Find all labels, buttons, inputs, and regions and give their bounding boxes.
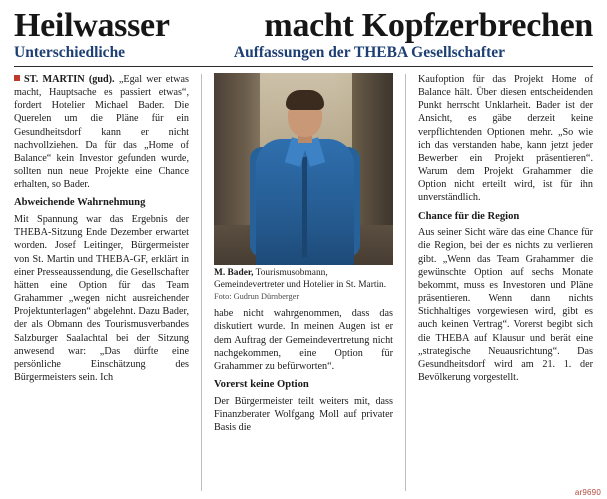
subheadline-left: Unterschiedliche <box>14 44 126 62</box>
section-heading-vorerst-keine-option: Vorerst keine Option <box>214 379 309 391</box>
headline-right: macht Kopfzerbrechen <box>264 7 593 44</box>
section-heading-abweichende-wahrnehmung: Abweichende Wahrnehmung <box>14 197 146 209</box>
left-paragraph-1: Mit Spannung war das Ergebnis der THEBA-Sitzung Ende Dezember erwartet worden. Josef Leitinger, Bürgermeister von St. Martin und THEBA-GF, erklärt in einer Presseaussendung, die Gesellschafter hätten eine Option für das Team Grahammer „wegen nicht ausreichender Projektunterlagen“ abgelehnt. Dazu Bader, der als Obmann des Tourismusverbandes Salzburger Saalachtal bei der Sitzung anwesend war: „Das dürfte eine persönliche Einschätzung des Bürgermeisters sein. Ich <box>14 214 190 383</box>
middle-paragraph-2: Der Bürgermeister teilt weiters mit, dass Finanzberater Wolfgang Moll auf privater Basis die <box>214 395 393 434</box>
article-columns <box>14 73 593 491</box>
column-divider-2 <box>405 74 406 491</box>
photo-caption <box>214 267 393 303</box>
photo-caption-name: M. Bader, <box>214 268 254 279</box>
lead-paragraph <box>14 73 189 191</box>
section-heading-chance-fuer-die-region: Chance für die Region <box>417 210 520 222</box>
lead-text: „Egal wer etwas macht, Hauptsache es passiert etwas“, fordert Hotelier Michael Bader. Die Querelen um die Pläne für ein Gesundheitsdorf kann er nicht nachvollziehen. Da für das „Home of Balance“ kein Investor gefunden wurde, sollten nun neue Projekte eine Chance erhalten, so Bader. <box>14 74 190 191</box>
article-photo-block <box>214 73 393 303</box>
article-column-middle <box>214 73 393 491</box>
watermark: ar9690 <box>574 488 601 497</box>
page-title <box>14 8 593 43</box>
photo-caption-role: Tourismusobmann, Gemeindevertreter und Hotelier in St. Martin. <box>214 268 387 291</box>
red-square-icon <box>14 75 20 81</box>
subheadline <box>14 44 593 62</box>
headline-left: Heilwasser <box>14 7 170 44</box>
right-paragraph-1: Kaufoption für das Projekt Home of Balance hält. Über diesen entscheidenden Punkt herrscht Unklarheit. Bader ist der Ansicht, es gäbe derzeit keine verpflichtenden Optionen mehr. „So wie ich das verstanden habe, kann jetzt jeder Bewerber ein Projekt präsentieren“. Warum dem Projekt Grahammer die Option nicht erteilt wird, ist für ihn unverständlich. <box>417 74 593 204</box>
photo-credit: Foto: Gudrun Dürnberger <box>214 292 300 302</box>
portrait-photo <box>214 73 393 265</box>
photo-person-hair <box>286 90 324 110</box>
middle-paragraph-1: habe nicht wahrgenommen, dass das diskutiert wurde. In meinen Augen ist er dem Auftrag der Gemeindevertretung nicht nachgekommen, eine Option für Grahammer zu befürworten“. <box>214 308 393 372</box>
header-divider <box>14 66 593 67</box>
right-paragraph-2: Aus seiner Sicht wäre das eine Chance für die Region, bei der es nichts zu verlieren gibt. „Wenn das Team Grahammer die gewünschte Option auf sechs Monate bekommt, muss es Investoren und Pläne präsentieren. Wenn dann nichts Stichhaltiges vorgewiesen wird, gibt es auch keinen Vertrag“. Vorerst begibt sich die THEBA auf Klausur und berät eine „strategische Neuausrichtung“. Das Gesundheitsdorf wird am 21. 1. der Bevölkerung vorgestellt. <box>417 227 593 383</box>
article-column-left <box>14 73 189 491</box>
subheadline-right: Auffassungen der THEBA Gesellschafter <box>233 44 505 62</box>
dateline: ST. MARTIN (gud). <box>24 74 115 86</box>
article-column-right <box>418 73 593 491</box>
photo-shirt-placket <box>302 157 307 257</box>
column-divider-1 <box>201 74 202 491</box>
